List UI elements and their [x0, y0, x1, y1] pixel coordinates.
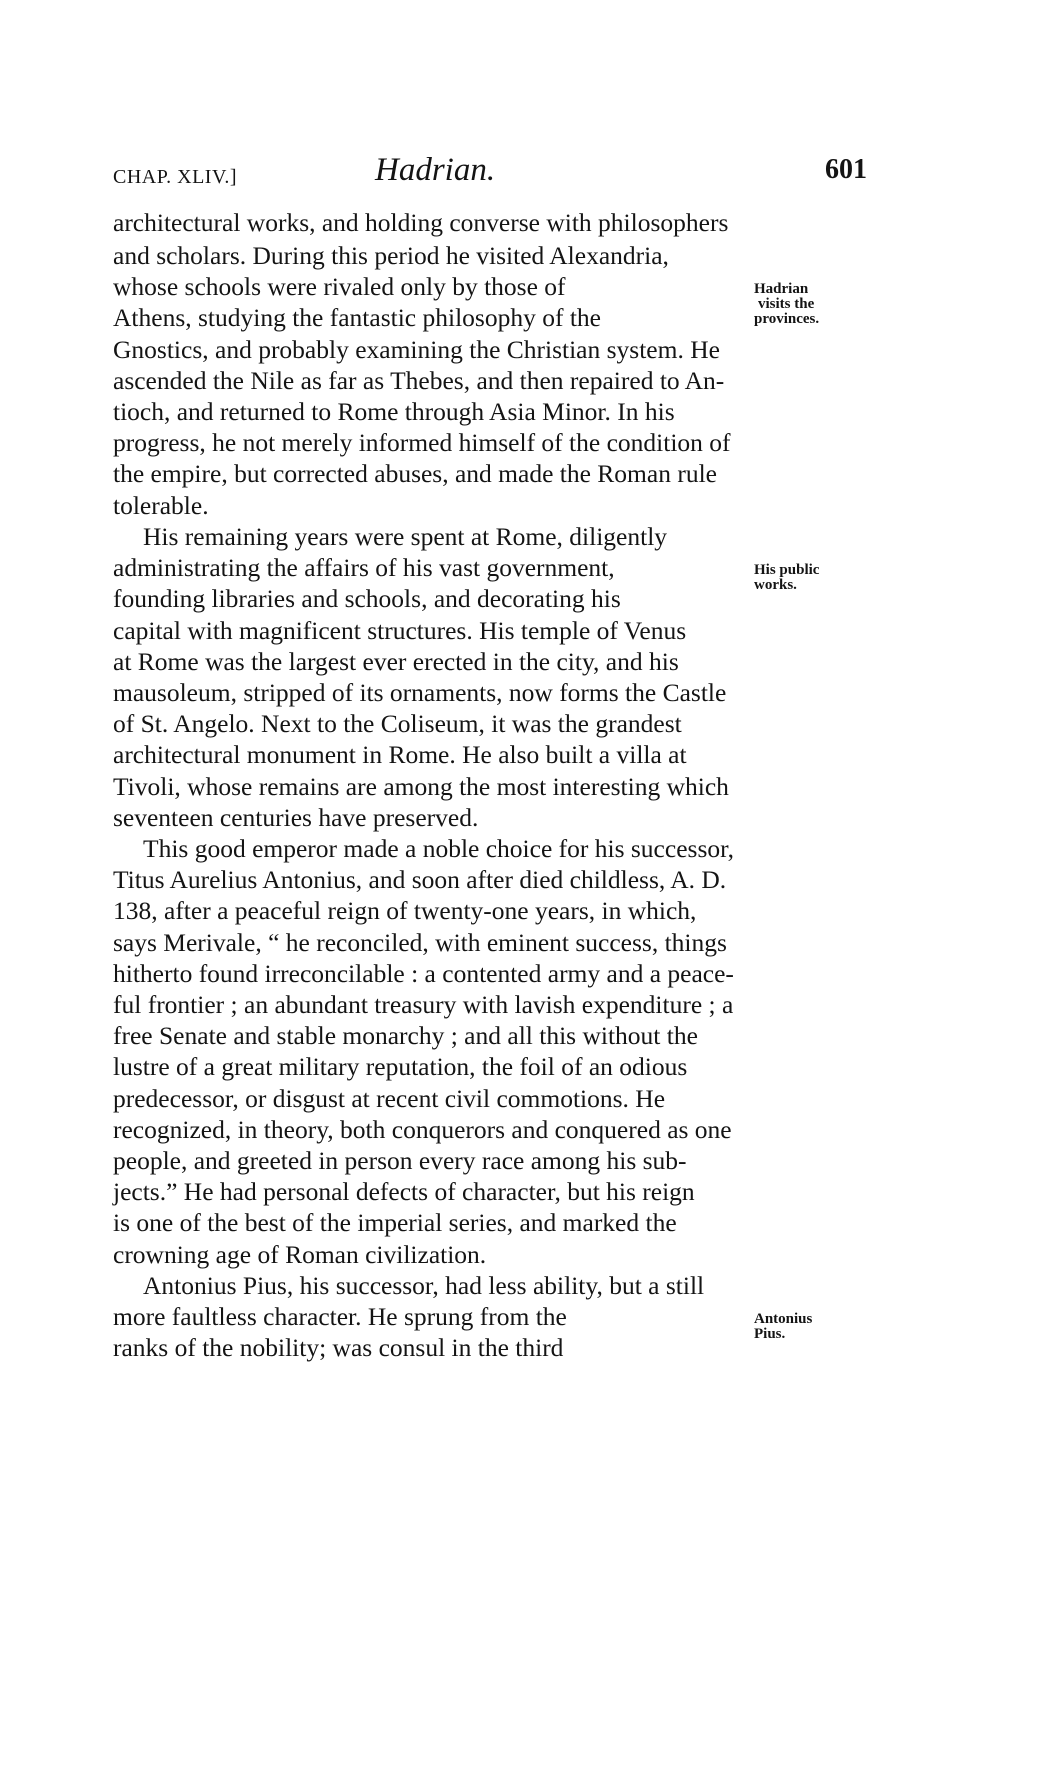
margin-note-line: provinces.	[754, 311, 820, 327]
text-line: ascended the Nile as far as Thebes, and then repaired to An-	[113, 366, 725, 395]
text-line: people, and greeted in person every race among his sub-	[113, 1146, 687, 1175]
margin-note-line: His public	[754, 562, 820, 578]
text-line: of St. Angelo. Next to the Coliseum, it was the grandest	[113, 709, 682, 738]
text-line: His remaining years were spent at Rome, diligently	[143, 522, 668, 551]
margin-note-line: Antonius	[754, 1311, 813, 1327]
running-title: Hadrian.	[375, 152, 496, 188]
text-line: Antonius Pius, his successor, had less ability, but a still	[143, 1271, 705, 1300]
page-number: 601	[825, 154, 867, 185]
margin-note-line: works.	[754, 577, 797, 593]
text-line: jects.” He had personal defects of character, but his reign	[113, 1177, 695, 1206]
text-line: tioch, and returned to Rome through Asia Minor. In his	[113, 397, 675, 426]
text-line: Athens, studying the fantastic philosophy of the	[113, 303, 601, 332]
text-line: capital with magnificent structures. His temple of Venus	[113, 616, 687, 645]
text-line: progress, he not merely informed himself of the condition of	[113, 428, 731, 457]
text-line: more faultless character. He sprung from the	[113, 1302, 567, 1331]
margin-note-public-works	[754, 563, 819, 593]
text-line: at Rome was the largest ever erected in the city, and his	[113, 647, 679, 676]
text-line: tolerable.	[113, 491, 209, 520]
text-line: ful frontier ; an abundant treasury with lavish expenditure ; a	[113, 990, 734, 1019]
margin-note-hadrian-provinces	[754, 282, 819, 327]
text-line: founding libraries and schools, and decorating his	[113, 584, 621, 613]
text-line: is one of the best of the imperial series, and marked the	[113, 1208, 677, 1237]
text-line: says Merivale, “ he reconciled, with eminent success, things	[113, 928, 727, 957]
text-line: Tivoli, whose remains are among the most interesting which	[113, 772, 729, 801]
text-line: architectural works, and holding converse with philosophers	[113, 208, 729, 237]
text-line: whose schools were rivaled only by those of	[113, 272, 566, 301]
text-line: seventeen centuries have preserved.	[113, 803, 479, 832]
text-line: 138, after a peaceful reign of twenty-one years, in which,	[113, 896, 697, 925]
text-line: crowning age of Roman civilization.	[113, 1240, 487, 1269]
text-line: mausoleum, stripped of its ornaments, now forms the Castle	[113, 678, 727, 707]
text-line: ranks of the nobility; was consul in the third	[113, 1333, 564, 1362]
text-line: Gnostics, and probably examining the Christian system. He	[113, 335, 720, 364]
text-line: the empire, but corrected abuses, and made the Roman rule	[113, 459, 717, 488]
text-line: free Senate and stable monarchy ; and all this without the	[113, 1021, 698, 1050]
text-line: This good emperor made a noble choice for his successor,	[143, 834, 734, 863]
text-line: recognized, in theory, both conquerors and conquered as one	[113, 1115, 732, 1144]
chapter-label: CHAP. XLIV.]	[113, 166, 237, 188]
margin-note-line: Pius.	[754, 1326, 786, 1342]
text-line: administrating the affairs of his vast government,	[113, 553, 615, 582]
margin-note-line: Hadrian	[754, 281, 809, 297]
text-line: Titus Aurelius Antonius, and soon after died childless, A. D.	[113, 865, 727, 894]
text-line: architectural monument in Rome. He also built a villa at	[113, 740, 687, 769]
text-line: hitherto found irreconcilable : a contented army and a peace-	[113, 959, 734, 988]
text-line: lustre of a great military reputation, the foil of an odious	[113, 1052, 688, 1081]
running-header	[113, 152, 867, 192]
margin-note-line: visits the	[758, 296, 815, 312]
text-line: and scholars. During this period he visited Alexandria,	[113, 241, 669, 270]
margin-note-antonius-pius	[754, 1312, 812, 1342]
text-line: predecessor, or disgust at recent civil commotions. He	[113, 1084, 666, 1113]
